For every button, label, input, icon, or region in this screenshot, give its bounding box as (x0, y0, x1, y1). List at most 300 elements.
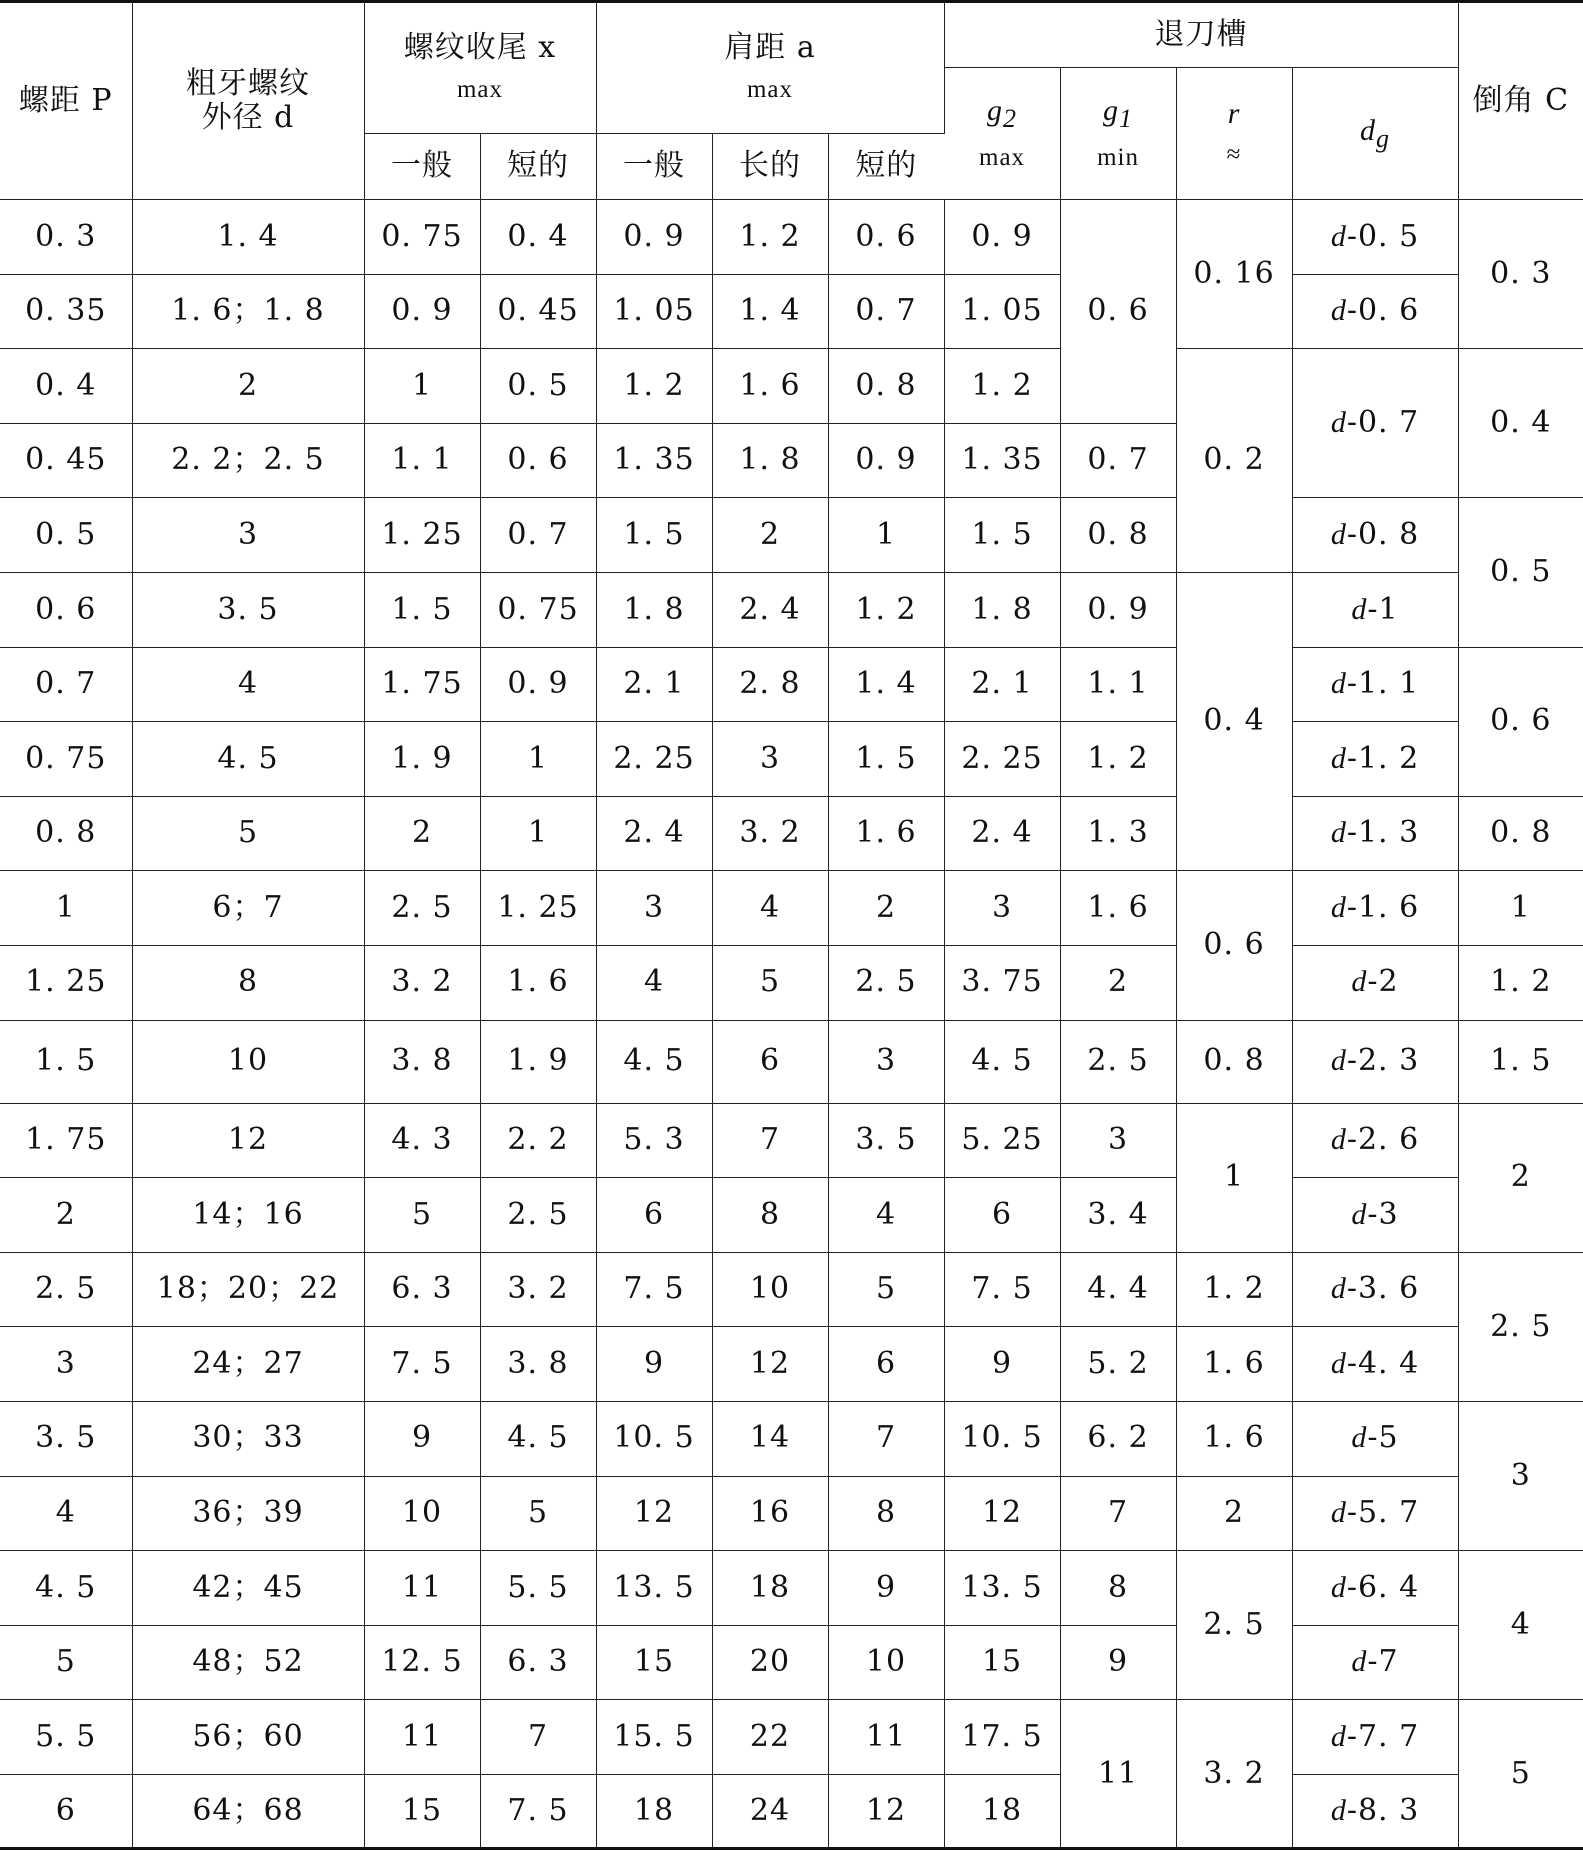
cell-dg: d-0. 5 (1292, 200, 1458, 275)
table-row (0, 796, 1583, 871)
table-row (0, 647, 1583, 722)
cell-a-general: 9 (596, 1327, 712, 1402)
cell-a-general: 4 (596, 945, 712, 1020)
cell-chamfer: 1. 5 (1458, 1020, 1583, 1103)
cell-dg: d-5. 7 (1292, 1476, 1458, 1551)
cell-g1: 7 (1060, 1476, 1176, 1551)
cell-a-general: 2. 25 (596, 722, 712, 797)
cell-pitch: 3. 5 (0, 1401, 132, 1476)
cell-a-long: 7 (712, 1103, 828, 1178)
cell-g2: 7. 5 (944, 1252, 1060, 1327)
cell-chamfer: 0. 5 (1458, 498, 1583, 647)
cell-pitch: 4 (0, 1476, 132, 1551)
table-row (0, 1252, 1583, 1327)
cell-chamfer: 2. 5 (1458, 1252, 1583, 1401)
cell-a-short: 0. 8 (828, 349, 944, 424)
cell-pitch: 5 (0, 1625, 132, 1700)
cell-a-long: 2. 8 (712, 647, 828, 722)
cell-r: 0. 4 (1176, 572, 1292, 870)
cell-diameter: 30；33 (132, 1401, 364, 1476)
cell-x-short: 4. 5 (480, 1401, 596, 1476)
cell-g2: 1. 8 (944, 572, 1060, 647)
symbol-d: d (1351, 1197, 1368, 1231)
cell-x-general: 5 (364, 1178, 480, 1253)
cell-pitch: 1 (0, 871, 132, 946)
cell-x-general: 0. 9 (364, 274, 480, 349)
cell-g2: 10. 5 (944, 1401, 1060, 1476)
cell-x-general: 3. 8 (364, 1020, 480, 1103)
cell-diameter: 36；39 (132, 1476, 364, 1551)
symbol-d: d (1330, 1570, 1347, 1604)
cell-dg: d-4. 4 (1292, 1327, 1458, 1402)
cell-a-long: 22 (712, 1700, 828, 1775)
cell-a-general: 5. 3 (596, 1103, 712, 1178)
cell-x-short: 3. 8 (480, 1327, 596, 1402)
cell-g1: 1. 6 (1060, 871, 1176, 946)
cell-pitch: 0. 8 (0, 796, 132, 871)
cell-dg: d-1. 1 (1292, 647, 1458, 722)
cell-chamfer: 1 (1458, 871, 1583, 946)
symbol-d: d (1351, 965, 1368, 999)
header-runout-general: 一般 (364, 134, 480, 200)
cell-dg: d-7 (1292, 1625, 1458, 1700)
cell-a-long: 1. 8 (712, 423, 828, 498)
cell-x-short: 1. 25 (480, 871, 596, 946)
cell-diameter: 3. 5 (132, 572, 364, 647)
table-row (0, 498, 1583, 573)
cell-r: 1. 6 (1176, 1327, 1292, 1402)
cell-pitch: 0. 3 (0, 200, 132, 275)
cell-x-short: 1 (480, 796, 596, 871)
cell-dg: d-8. 3 (1292, 1774, 1458, 1849)
cell-a-short: 0. 9 (828, 423, 944, 498)
cell-g1: 0. 6 (1060, 200, 1176, 424)
cell-a-general: 15. 5 (596, 1700, 712, 1775)
cell-pitch: 0. 5 (0, 498, 132, 573)
cell-pitch: 0. 6 (0, 572, 132, 647)
table-row (0, 349, 1583, 424)
cell-chamfer: 0. 4 (1458, 349, 1583, 498)
cell-diameter: 56；60 (132, 1700, 364, 1775)
cell-a-short: 10 (828, 1625, 944, 1700)
cell-g2: 13. 5 (944, 1551, 1060, 1626)
cell-r: 1. 2 (1176, 1252, 1292, 1327)
cell-x-short: 0. 4 (480, 200, 596, 275)
cell-a-general: 4. 5 (596, 1020, 712, 1103)
cell-g2: 5. 25 (944, 1103, 1060, 1178)
table-row (0, 871, 1583, 946)
symbol-d: d (1330, 517, 1347, 551)
cell-diameter: 12 (132, 1103, 364, 1178)
subscript: 2 (1003, 104, 1018, 134)
cell-diameter: 6；7 (132, 871, 364, 946)
cell-a-general: 2. 1 (596, 647, 712, 722)
cell-a-short: 1. 4 (828, 647, 944, 722)
cell-x-general: 10 (364, 1476, 480, 1551)
cell-diameter: 42；45 (132, 1551, 364, 1626)
cell-g2: 3. 75 (944, 945, 1060, 1020)
cell-a-long: 24 (712, 1774, 828, 1849)
cell-diameter: 4. 5 (132, 722, 364, 797)
cell-x-general: 9 (364, 1401, 480, 1476)
cell-a-short: 3 (828, 1020, 944, 1103)
cell-a-short: 6 (828, 1327, 944, 1402)
cell-g1: 0. 7 (1060, 423, 1176, 498)
cell-a-long: 8 (712, 1178, 828, 1253)
cell-pitch: 2 (0, 1178, 132, 1253)
cell-a-long: 10 (712, 1252, 828, 1327)
cell-g1: 0. 8 (1060, 498, 1176, 573)
table-row (0, 572, 1583, 647)
cell-r: 0. 16 (1176, 200, 1292, 349)
cell-x-general: 11 (364, 1551, 480, 1626)
cell-a-short: 5 (828, 1252, 944, 1327)
cell-x-short: 0. 6 (480, 423, 596, 498)
cell-x-short: 3. 2 (480, 1252, 596, 1327)
cell-a-short: 1. 2 (828, 572, 944, 647)
cell-pitch: 0. 7 (0, 647, 132, 722)
cell-a-long: 20 (712, 1625, 828, 1700)
cell-a-general: 1. 2 (596, 349, 712, 424)
cell-a-short: 8 (828, 1476, 944, 1551)
cell-a-long: 12 (712, 1327, 828, 1402)
table-row (0, 945, 1583, 1020)
cell-r: 0. 8 (1176, 1020, 1292, 1103)
header-chamfer: 倒角 C (1458, 2, 1583, 200)
cell-chamfer: 3 (1458, 1401, 1583, 1550)
cell-a-general: 1. 5 (596, 498, 712, 573)
cell-diameter: 1. 4 (132, 200, 364, 275)
symbol-d: d (1330, 294, 1347, 328)
table-row (0, 1551, 1583, 1626)
header-shoulder-long: 长的 (712, 134, 828, 200)
cell-a-long: 1. 6 (712, 349, 828, 424)
cell-diameter: 2 (132, 349, 364, 424)
cell-g2: 1. 35 (944, 423, 1060, 498)
cell-g1: 2. 5 (1060, 1020, 1176, 1103)
cell-r: 1 (1176, 1103, 1292, 1252)
header-pitch: 螺距 P (0, 2, 132, 200)
cell-g1: 3 (1060, 1103, 1176, 1178)
header-r: r ≈ (1176, 68, 1292, 200)
symbol-d: d (1351, 592, 1368, 626)
header-g2: $g_2$ max (944, 68, 1060, 200)
cell-g1: 4. 4 (1060, 1252, 1176, 1327)
symbol-d: d (1330, 667, 1347, 701)
cell-g1: 1. 1 (1060, 647, 1176, 722)
cell-pitch: 0. 75 (0, 722, 132, 797)
cell-x-general: 1. 5 (364, 572, 480, 647)
cell-x-general: 12. 5 (364, 1625, 480, 1700)
cell-a-long: 1. 4 (712, 274, 828, 349)
cell-a-short: 9 (828, 1551, 944, 1626)
cell-diameter: 10 (132, 1020, 364, 1103)
cell-x-general: 7. 5 (364, 1327, 480, 1402)
cell-dg: d-1 (1292, 572, 1458, 647)
cell-x-short: 2. 5 (480, 1178, 596, 1253)
cell-g1: 1. 3 (1060, 796, 1176, 871)
cell-a-long: 14 (712, 1401, 828, 1476)
header-shoulder: 肩距 a max (596, 2, 944, 134)
cell-g1: 9 (1060, 1625, 1176, 1700)
symbol-d: d (1330, 816, 1347, 850)
cell-a-general: 10. 5 (596, 1401, 712, 1476)
cell-x-short: 1. 6 (480, 945, 596, 1020)
cell-x-short: 5. 5 (480, 1551, 596, 1626)
cell-diameter: 14；16 (132, 1178, 364, 1253)
cell-g1: 1. 2 (1060, 722, 1176, 797)
cell-x-short: 0. 7 (480, 498, 596, 573)
cell-x-general: 1 (364, 349, 480, 424)
cell-g2: 17. 5 (944, 1700, 1060, 1775)
cell-dg: d-2. 3 (1292, 1020, 1458, 1103)
cell-a-long: 2 (712, 498, 828, 573)
symbol-d: d (1330, 219, 1347, 253)
cell-x-general: 2. 5 (364, 871, 480, 946)
cell-g2: 12 (944, 1476, 1060, 1551)
cell-g2: 1. 05 (944, 274, 1060, 349)
table-row (0, 1476, 1583, 1551)
header-coarse-diameter: 粗牙螺纹 外径 d (132, 2, 364, 200)
cell-a-long: 5 (712, 945, 828, 1020)
cell-g1: 11 (1060, 1700, 1176, 1849)
cell-x-short: 0. 5 (480, 349, 596, 424)
symbol-d: d (1330, 1346, 1347, 1380)
cell-a-short: 12 (828, 1774, 944, 1849)
subscript: g (1376, 123, 1391, 153)
cell-a-general: 1. 35 (596, 423, 712, 498)
header-shoulder-short: 短的 (828, 134, 944, 200)
cell-dg: d-3. 6 (1292, 1252, 1458, 1327)
cell-x-general: 6. 3 (364, 1252, 480, 1327)
header-undercut: 退刀槽 (944, 2, 1458, 68)
cell-r: 0. 2 (1176, 349, 1292, 573)
cell-diameter: 8 (132, 945, 364, 1020)
table-row (0, 722, 1583, 797)
cell-x-general: 15 (364, 1774, 480, 1849)
header-shoulder-general: 一般 (596, 134, 712, 200)
cell-dg: d-6. 4 (1292, 1551, 1458, 1626)
cell-a-long: 4 (712, 871, 828, 946)
symbol-d: d (1330, 1044, 1347, 1078)
cell-a-general: 13. 5 (596, 1551, 712, 1626)
cell-a-long: 6 (712, 1020, 828, 1103)
symbol-d: d (1351, 1421, 1368, 1455)
cell-a-short: 0. 7 (828, 274, 944, 349)
cell-g2: 18 (944, 1774, 1060, 1849)
symbol-d: d (1330, 406, 1347, 440)
cell-x-short: 2. 2 (480, 1103, 596, 1178)
cell-a-general: 1. 05 (596, 274, 712, 349)
table-row (0, 1625, 1583, 1700)
cell-dg: d-1. 2 (1292, 722, 1458, 797)
table-row (0, 1774, 1583, 1849)
cell-a-long: 3 (712, 722, 828, 797)
cell-g2: 6 (944, 1178, 1060, 1253)
cell-x-general: 2 (364, 796, 480, 871)
cell-g2: 1. 5 (944, 498, 1060, 573)
cell-chamfer: 2 (1458, 1103, 1583, 1252)
table-row (0, 1103, 1583, 1178)
cell-x-general: 4. 3 (364, 1103, 480, 1178)
cell-a-general: 7. 5 (596, 1252, 712, 1327)
cell-diameter: 48；52 (132, 1625, 364, 1700)
cell-x-short: 6. 3 (480, 1625, 596, 1700)
header-g1: $g_1$ min (1060, 68, 1176, 200)
cell-a-short: 3. 5 (828, 1103, 944, 1178)
table-row (0, 1700, 1583, 1775)
table-row (0, 1327, 1583, 1402)
cell-pitch: 1. 5 (0, 1020, 132, 1103)
cell-x-short: 7 (480, 1700, 596, 1775)
cell-diameter: 5 (132, 796, 364, 871)
cell-a-general: 3 (596, 871, 712, 946)
cell-x-general: 11 (364, 1700, 480, 1775)
cell-diameter: 64；68 (132, 1774, 364, 1849)
cell-a-short: 2. 5 (828, 945, 944, 1020)
cell-g2: 2. 4 (944, 796, 1060, 871)
cell-x-general: 1. 75 (364, 647, 480, 722)
cell-a-long: 16 (712, 1476, 828, 1551)
cell-diameter: 2. 2；2. 5 (132, 423, 364, 498)
cell-dg: d-0. 7 (1292, 349, 1458, 498)
cell-g2: 2. 25 (944, 722, 1060, 797)
cell-a-short: 1 (828, 498, 944, 573)
cell-pitch: 1. 25 (0, 945, 132, 1020)
cell-g1: 8 (1060, 1551, 1176, 1626)
cell-g2: 0. 9 (944, 200, 1060, 275)
cell-dg: d-5 (1292, 1401, 1458, 1476)
cell-x-general: 0. 75 (364, 200, 480, 275)
cell-pitch: 0. 45 (0, 423, 132, 498)
cell-diameter: 24；27 (132, 1327, 364, 1402)
cell-r: 2. 5 (1176, 1551, 1292, 1700)
cell-diameter: 18；20；22 (132, 1252, 364, 1327)
cell-pitch: 1. 75 (0, 1103, 132, 1178)
cell-a-general: 0. 9 (596, 200, 712, 275)
symbol-d: d (1330, 1719, 1347, 1753)
cell-a-long: 2. 4 (712, 572, 828, 647)
cell-a-short: 4 (828, 1178, 944, 1253)
cell-dg: d-1. 3 (1292, 796, 1458, 871)
cell-pitch: 5. 5 (0, 1700, 132, 1775)
cell-x-general: 3. 2 (364, 945, 480, 1020)
cell-a-short: 11 (828, 1700, 944, 1775)
cell-r: 1. 6 (1176, 1401, 1292, 1476)
table-row (0, 200, 1583, 275)
cell-dg: d-0. 6 (1292, 274, 1458, 349)
table-row (0, 1178, 1583, 1253)
cell-dg: d-7. 7 (1292, 1700, 1458, 1775)
cell-g2: 3 (944, 871, 1060, 946)
cell-chamfer: 0. 8 (1458, 796, 1583, 871)
cell-x-short: 5 (480, 1476, 596, 1551)
cell-g1: 2 (1060, 945, 1176, 1020)
cell-diameter: 1. 6；1. 8 (132, 274, 364, 349)
cell-g1: 0. 9 (1060, 572, 1176, 647)
cell-dg: d-3 (1292, 1178, 1458, 1253)
table-row (0, 1401, 1583, 1476)
cell-chamfer: 4 (1458, 1551, 1583, 1700)
cell-pitch: 4. 5 (0, 1551, 132, 1626)
cell-pitch: 2. 5 (0, 1252, 132, 1327)
cell-a-general: 15 (596, 1625, 712, 1700)
cell-x-general: 1. 9 (364, 722, 480, 797)
cell-g2: 9 (944, 1327, 1060, 1402)
cell-chamfer: 0. 3 (1458, 200, 1583, 349)
cell-a-short: 7 (828, 1401, 944, 1476)
cell-dg: d-0. 8 (1292, 498, 1458, 573)
cell-a-short: 1. 5 (828, 722, 944, 797)
table-row (0, 1020, 1583, 1103)
cell-pitch: 0. 35 (0, 274, 132, 349)
cell-chamfer: 1. 2 (1458, 945, 1583, 1020)
cell-a-general: 18 (596, 1774, 712, 1849)
header-dg: $d_g$ (1292, 68, 1458, 200)
cell-g2: 15 (944, 1625, 1060, 1700)
symbol-d: d (1330, 1272, 1347, 1306)
cell-x-short: 0. 9 (480, 647, 596, 722)
symbol-d: d (1330, 741, 1347, 775)
cell-a-general: 2. 4 (596, 796, 712, 871)
subscript: 1 (1119, 104, 1134, 134)
cell-r: 0. 6 (1176, 871, 1292, 1020)
cell-x-general: 1. 25 (364, 498, 480, 573)
cell-chamfer: 0. 6 (1458, 647, 1583, 796)
cell-a-short: 1. 6 (828, 796, 944, 871)
symbol-d: d (1330, 1123, 1347, 1157)
cell-x-short: 7. 5 (480, 1774, 596, 1849)
cell-dg: d-2. 6 (1292, 1103, 1458, 1178)
cell-diameter: 4 (132, 647, 364, 722)
cell-g2: 2. 1 (944, 647, 1060, 722)
table-row (0, 274, 1583, 349)
symbol-d: d (1330, 890, 1347, 924)
cell-g1: 5. 2 (1060, 1327, 1176, 1402)
symbol-d: d (1351, 1645, 1368, 1679)
cell-a-general: 6 (596, 1178, 712, 1253)
cell-a-long: 3. 2 (712, 796, 828, 871)
cell-diameter: 3 (132, 498, 364, 573)
cell-chamfer: 5 (1458, 1700, 1583, 1849)
cell-r: 3. 2 (1176, 1700, 1292, 1849)
cell-r: 2 (1176, 1476, 1292, 1551)
cell-g2: 1. 2 (944, 349, 1060, 424)
header-thread-runout: 螺纹收尾 x max (364, 2, 596, 134)
cell-pitch: 0. 4 (0, 349, 132, 424)
cell-a-short: 0. 6 (828, 200, 944, 275)
cell-a-general: 1. 8 (596, 572, 712, 647)
cell-x-short: 0. 75 (480, 572, 596, 647)
cell-pitch: 6 (0, 1774, 132, 1849)
cell-x-general: 1. 1 (364, 423, 480, 498)
cell-a-long: 1. 2 (712, 200, 828, 275)
symbol-d: d (1330, 1793, 1347, 1827)
cell-a-short: 2 (828, 871, 944, 946)
cell-pitch: 3 (0, 1327, 132, 1402)
cell-g1: 6. 2 (1060, 1401, 1176, 1476)
cell-a-general: 12 (596, 1476, 712, 1551)
cell-dg: d-2 (1292, 945, 1458, 1020)
cell-g2: 4. 5 (944, 1020, 1060, 1103)
header-runout-short: 短的 (480, 134, 596, 200)
symbol-d: d (1330, 1496, 1347, 1530)
cell-x-short: 1. 9 (480, 1020, 596, 1103)
cell-dg: d-1. 6 (1292, 871, 1458, 946)
cell-a-long: 18 (712, 1551, 828, 1626)
cell-x-short: 0. 45 (480, 274, 596, 349)
cell-x-short: 1 (480, 722, 596, 797)
